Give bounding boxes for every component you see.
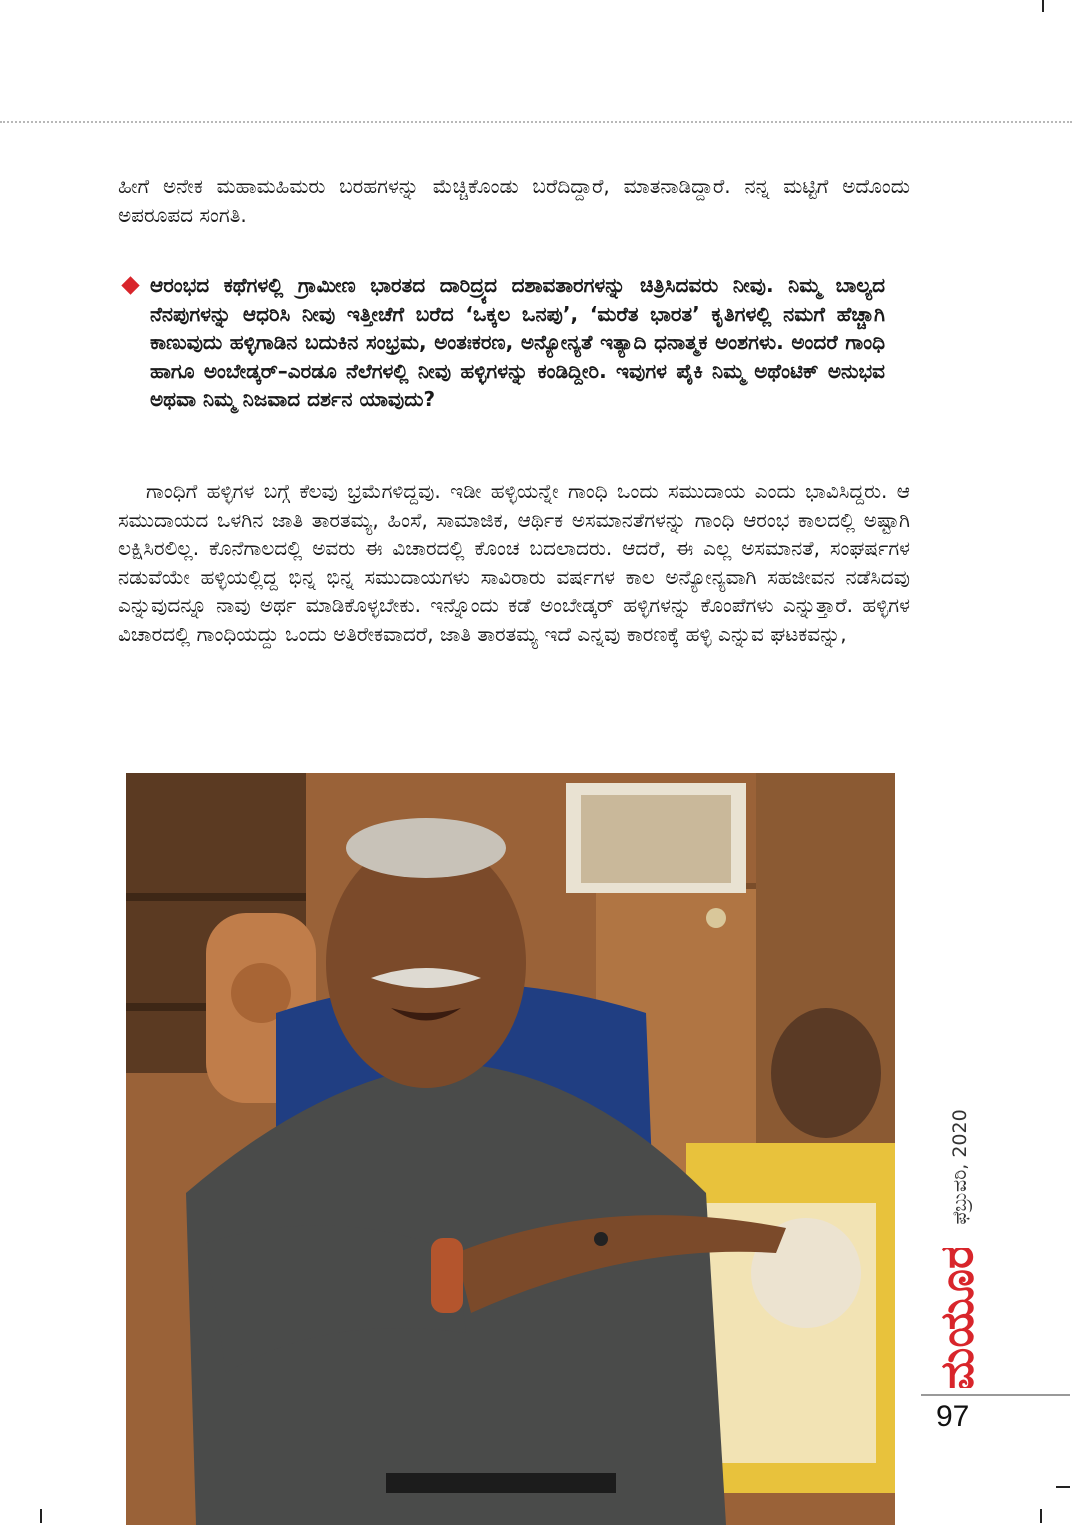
issue-date: ಫೆಬ್ರುವರಿ, 2020 — [949, 1109, 971, 1225]
crop-mark-bottom-right — [1040, 1509, 1042, 1523]
page-number: 97 — [936, 1400, 970, 1433]
intro-paragraph: ಹೀಗೆ ಅನೇಕ ಮಹಾಮಹಿಮರು ಬರಹಗಳನ್ನು ಮೆಚ್ಚಿಕೊಂಡು ಬರೆದಿದ್ದಾರೆ, ಮಾತನಾಡಿದ್ದಾರೆ. ನನ್ನ ಮಟ್ಟಿಗೆ ಅದೊಂದು ಅಪರೂಪದ ಸಂಗತಿ. — [118, 174, 910, 227]
magazine-logo-text: ಮಯೂರ — [929, 1248, 984, 1388]
footer-divider — [921, 1394, 1070, 1396]
crop-mark-bottom-left — [40, 1509, 42, 1523]
crop-mark-top-right — [1042, 0, 1044, 12]
interview-question: ಆರಂಭದ ಕಥೆಗಳಲ್ಲಿ ಗ್ರಾಮೀಣ ಭಾರತದ ದಾರಿದ್ರ್ಯದ ದಶಾವತಾರಗಳನ್ನು ಚಿತ್ರಿಸಿದವರು ನೀವು. ನಿಮ್ಮ ಬಾಲ್ಯದ ನೆನಪುಗಳನ್ನು ಆಧರಿಸಿ ನೀವು ಇತ್ತೀಚೆಗೆ ಬರೆದ ‘ಒಕ್ಕಲ ಒನಪು’, ‘ಮರೆತ ಭಾರತ’ ಕೃತಿಗಳಲ್ಲಿ ನಮಗೆ ಹೆಚ್ಚಾಗಿ ಕಾಣುವುದು ಹಳ್ಳಿಗಾಡಿನ ಬದುಕಿನ ಸಂಭ್ರಮ, ಅಂತಃಕರಣ, ಅನ್ಯೋನ್ಯತೆ ಇತ್ಯಾದಿ ಧನಾತ್ಮಕ ಅಂಶಗಳು. ಅಂದರೆ ಗಾಂಧಿ ಹಾಗೂ ಅಂಬೇಡ್ಕರ್–ಎರಡೂ ನೆಲೆಗಳಲ್ಲಿ ನೀವು ಹಳ್ಳಿಗಳನ್ನು ಕಂಡಿದ್ದೀರಿ. ಇವುಗಳ ಪೈಕಿ ನಿಮ್ಮ ಅಥೆಂಟಿಕ್ ಅನುಭವ ಅಥವಾ ನಿಮ್ಮ ನಿಜವಾದ ದರ್ಶನ ಯಾವುದು? — [150, 273, 885, 411]
red-diamond-icon — [121, 276, 139, 294]
header-divider — [0, 121, 1072, 123]
answer-paragraph: ಗಾಂಧಿಗೆ ಹಳ್ಳಿಗಳ ಬಗ್ಗೆ ಕೆಲವು ಭ್ರಮೆಗಳಿದ್ದವು. ಇಡೀ ಹಳ್ಳಿಯನ್ನೇ ಗಾಂಧಿ ಒಂದು ಸಮುದಾಯ ಎಂದು ಭಾವಿಸಿದ್ದರು. ಆ ಸಮುದಾಯದ ಒಳಗಿನ ಜಾತಿ ತಾರತಮ್ಯ, ಹಿಂಸೆ, ಸಾಮಾಜಿಕ, ಆರ್ಥಿಕ ಅಸಮಾನತೆಗಳನ್ನು ಗಾಂಧಿ ಆರಂಭ ಕಾಲದಲ್ಲಿ ಅಷ್ಟಾಗಿ ಲಕ್ಷಿಸಿರಲಿಲ್ಲ. ಕೊನೆಗಾಲದಲ್ಲಿ ಅವರು ಈ ವಿಚಾರದಲ್ಲಿ ಕೊಂಚ ಬದಲಾದರು. ಆದರೆ, ಈ ಎಲ್ಲ ಅಸಮಾನತೆ, ಸಂಘರ್ಷಗಳ ನಡುವೆಯೇ ಹಳ್ಳಿಯಲ್ಲಿದ್ದ ಭಿನ್ನ ಭಿನ್ನ ಸಮುದಾಯಗಳು ಸಾವಿರಾರು ವರ್ಷಗಳ ಕಾಲ ಅನ್ಯೋನ್ಯವಾಗಿ ಸಹಜೀವನ ನಡೆಸಿದವು ಎನ್ನುವುದನ್ನೂ ನಾವು ಅರ್ಥ ಮಾಡಿಕೊಳ್ಳಬೇಕು. ಇನ್ನೊಂದು ಕಡೆ ಅಂಬೇಡ್ಕರ್ ಹಳ್ಳಿಗಳನ್ನು ಕೊಂಪೆಗಳು ಎನ್ನುತ್ತಾರೆ. ಹಳ್ಳಿಗಳ ವಿಚಾರದಲ್ಲಿ ಗಾಂಧಿಯದ್ದು ಒಂದು ಅತಿರೇಕವಾದರೆ, ಜಾತಿ ತಾರತಮ್ಯ ಇದೆ ಎನ್ನವು ಕಾರಣಕ್ಕೆ ಹಳ್ಳಿ ಎನ್ನುವ ಘಟಕವನ್ನು, — [118, 479, 910, 646]
crop-mark-right-mid — [1056, 1486, 1070, 1488]
magazine-logo — [925, 1248, 995, 1388]
portrait-photo — [126, 773, 895, 1525]
